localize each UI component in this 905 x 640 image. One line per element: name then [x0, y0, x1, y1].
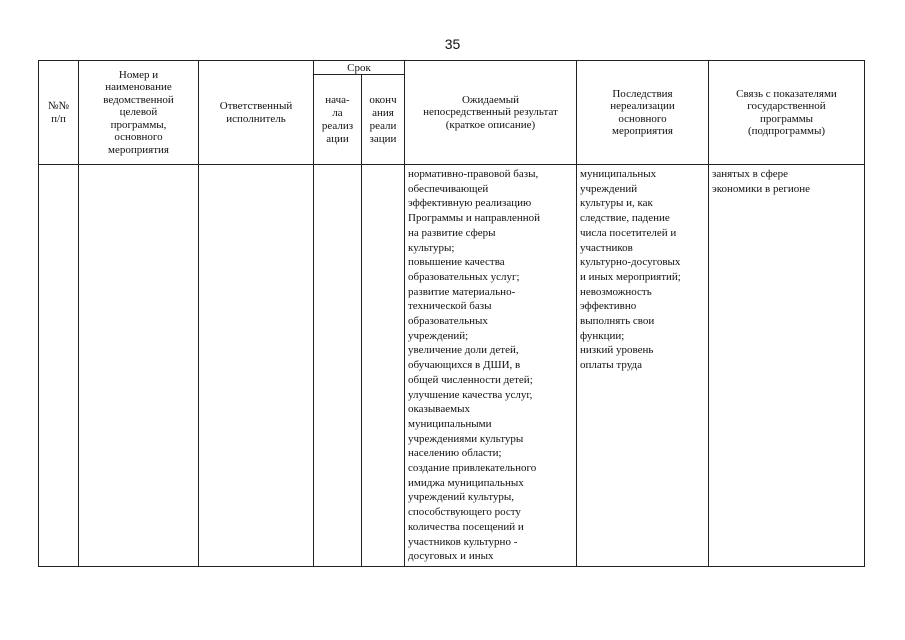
text-line: ания: [372, 106, 394, 119]
text-line: учреждениями культуры: [408, 432, 524, 445]
text-line: выполнять свои: [580, 315, 655, 328]
text-line: культуры;: [408, 241, 455, 254]
text-line: ации: [326, 132, 349, 145]
text-line: функции;: [580, 329, 625, 342]
expected-result-text: [405, 165, 576, 564]
header-end: [362, 75, 405, 165]
header-indicators-text: [709, 88, 864, 138]
header-num: [39, 61, 79, 165]
text-line: оказываемых: [408, 403, 470, 416]
text-line: культурно-досуговых: [580, 256, 681, 269]
text-line: Программы и направленной: [408, 212, 541, 225]
text-line: наименование: [105, 81, 172, 94]
header-consequences-text: [577, 88, 708, 138]
text-line: №№: [48, 100, 69, 112]
cell-responsible: [199, 165, 314, 567]
text-line: оплаты труда: [580, 359, 643, 372]
cell-indicators: [709, 165, 865, 567]
text-line: основного: [618, 112, 667, 125]
text-line: повышение качества: [408, 256, 505, 269]
text-line: невозможность: [580, 285, 652, 298]
text-line: Связь с показателями: [736, 87, 837, 100]
cell-start: [314, 165, 362, 567]
text-line: участников: [580, 241, 633, 254]
header-start: [314, 75, 362, 165]
text-line: образовательных: [408, 315, 488, 328]
header-indicators: [709, 61, 865, 165]
text-line: количества посещений и: [408, 520, 524, 533]
text-line: способствующего росту: [408, 506, 521, 519]
text-line: нормативно-правовой базы,: [408, 168, 539, 180]
cell-end: [362, 165, 405, 567]
text-line: реали: [369, 119, 397, 132]
header-program: [79, 61, 199, 165]
text-line: Последствия: [612, 87, 673, 100]
text-line: на развитие сферы: [408, 226, 496, 239]
header-num-text: [39, 100, 78, 125]
cell-num: [39, 165, 79, 567]
text-line: нереализации: [610, 100, 675, 112]
cell-consequences: [577, 165, 709, 567]
text-line: мероприятия: [108, 143, 169, 156]
text-line: учреждений культуры,: [408, 491, 514, 504]
text-line: общей численности детей;: [408, 373, 533, 386]
text-line: целевой: [119, 106, 158, 119]
text-line: обеспечивающей: [408, 182, 489, 195]
text-line: и иных мероприятий;: [580, 270, 681, 283]
text-line: учреждений: [580, 182, 638, 195]
text-line: исполнитель: [226, 112, 286, 125]
text-line: оконч: [369, 93, 397, 106]
header-program-text: [79, 69, 198, 157]
header-end-text: [362, 94, 404, 146]
header-consequences: [577, 61, 709, 165]
text-line: экономики в регионе: [712, 182, 811, 195]
text-line: участников культурно -: [408, 535, 518, 548]
header-responsible-text: [199, 100, 313, 125]
text-line: населению области;: [408, 447, 502, 460]
header-term: Срок: [314, 61, 405, 75]
text-line: Ответственный: [219, 100, 293, 112]
text-line: культуры и, как: [580, 197, 653, 210]
text-line: (краткое описание): [445, 118, 536, 131]
cell-program: [79, 165, 199, 567]
text-line: развитие материально-: [408, 285, 516, 298]
text-line: (подпрограммы): [747, 125, 826, 137]
text-line: муниципальных: [580, 168, 657, 180]
text-line: мероприятия: [612, 125, 673, 137]
consequences-text: [577, 165, 708, 373]
header-expected-text: [405, 94, 576, 132]
header-expected: [405, 61, 577, 165]
text-line: образовательных услуг;: [408, 270, 520, 283]
text-line: улучшение качества услуг,: [408, 388, 533, 401]
text-line: досуговых и иных: [408, 550, 494, 563]
text-line: ла: [332, 106, 343, 119]
text-line: обучающихся в ДШИ, в: [408, 359, 521, 372]
text-line: учреждений;: [408, 329, 469, 342]
table-row: [39, 165, 865, 567]
header-row-1: [39, 61, 865, 75]
header-start-text: [314, 94, 361, 146]
text-line: основного: [114, 131, 163, 144]
program-table: [38, 60, 865, 567]
page-number: 35: [444, 36, 461, 52]
text-line: технической базы: [408, 300, 492, 313]
text-line: зации: [369, 132, 397, 145]
text-line: нача-: [325, 93, 350, 106]
text-line: следствие, падение: [580, 212, 670, 225]
text-line: числа посетителей и: [580, 226, 677, 239]
indicators-text: [709, 165, 864, 196]
text-line: Ожидаемый: [461, 93, 520, 106]
text-line: непосредственный результат: [423, 106, 558, 119]
text-line: муниципальными: [408, 417, 492, 430]
text-line: Номер и: [118, 68, 159, 81]
text-line: эффективную реализацию: [408, 197, 532, 210]
text-line: п/п: [51, 112, 66, 125]
header-responsible: [199, 61, 314, 165]
text-line: низкий уровень: [580, 344, 654, 357]
text-line: государственной: [747, 100, 826, 112]
text-line: ведомственной: [103, 93, 174, 106]
text-line: имиджа муниципальных: [408, 476, 524, 489]
text-line: занятых в сфере: [712, 168, 788, 180]
cell-expected: [405, 165, 577, 567]
text-line: программы,: [110, 118, 167, 131]
text-line: реализ: [321, 119, 354, 132]
text-line: эффективно: [580, 300, 637, 313]
text-line: создание привлекательного: [408, 462, 537, 475]
text-line: программы: [759, 112, 814, 125]
text-line: увеличение доли детей,: [408, 344, 519, 357]
